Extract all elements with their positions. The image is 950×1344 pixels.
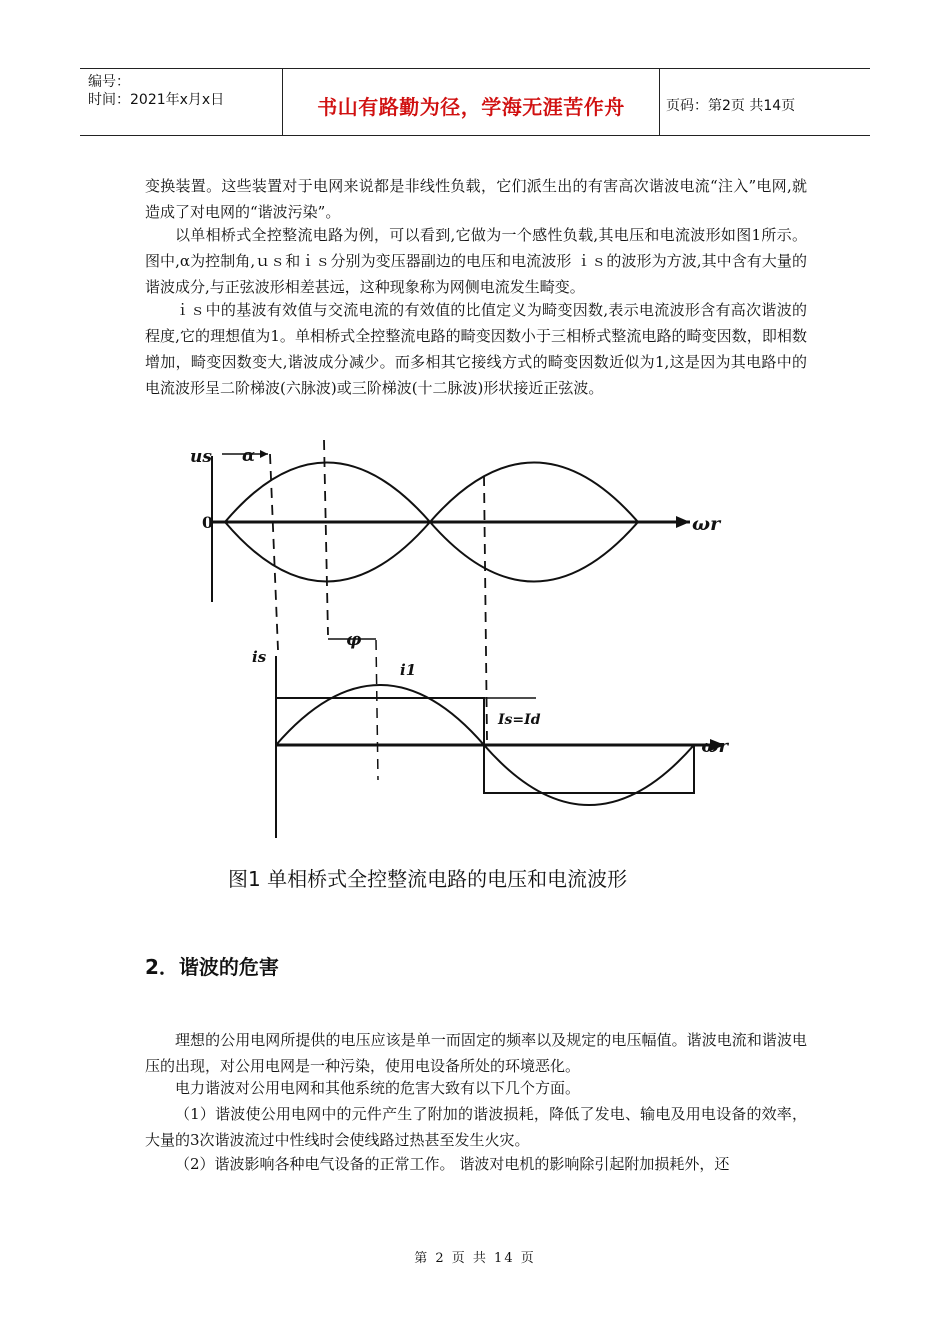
is-equals-id-label: Is=Id [498, 712, 541, 728]
omega-bottom-label: ωr [701, 736, 728, 757]
header-page-label: 页码：第2页 共14页 [666, 98, 796, 114]
alpha-marker-arrow [260, 450, 268, 458]
paragraph-4: 理想的公用电网所提供的电压应该是单一而固定的频率以及规定的电压幅值。谐波电流和谐波电压的出现，对公用电网是一种污染，使用电设备所处的环境恶化。 [145, 1031, 807, 1075]
header-page-cell [660, 69, 870, 135]
origin-label: 0 [202, 513, 214, 532]
paragraph-1: 变换装置。这些装置对于电网来说都是非线性负载，它们派生出的有害高次谐波电流“注入”电网,就造成了对电网的“谐波污染”。 [145, 177, 807, 221]
phase-guide-line [324, 440, 328, 635]
header-motto: 书山有路勤为径，学海无涯苦作舟 [317, 95, 625, 119]
paragraph-7: （2）谐波影响各种电气设备的正常工作。 谐波对电机的影响除引起附加损耗外，还 [175, 1155, 730, 1173]
page-header [80, 68, 870, 136]
paragraph-3: ｉｓ中的基波有效值与交流电流的有效值的比值定义为畸变因数,表示电流波形含有高次谐波的程度,它的理想值为1。单相桥式全控整流电路的畸变因数小于三相桥式整流电路的畸变因数，即相数增加，畸变因数变大,谐波成分减少。而多相其它接线方式的畸变因数近似为1,这是因为其电路中的电流波形呈二阶梯波(六脉波)或三阶梯波(十二脉波)形状接近正弦波。 [145, 301, 807, 397]
alpha-guide-line [270, 454, 278, 650]
is-axis-label: is [252, 648, 267, 666]
current-peak-guide-line [376, 640, 378, 780]
figure-caption: 图1 单相桥式全控整流电路的电压和电流波形 [228, 867, 628, 891]
paragraph-2: 以单相桥式全控整流电路为例，可以看到,它做为一个感性负载,其电压和电流波形如图1所示。图中,α为控制角,ｕｓ和ｉｓ分别为变压器副边的电压和电流波形 ｉｓ的波形为方波,其中含有大量的谐波成分,与正弦波形相差甚远，这种现象称为网侧电流发生畸变。 [145, 226, 807, 296]
alpha-label: α [242, 446, 256, 466]
section-heading: 2．谐波的危害 [145, 955, 279, 979]
doc-number-label: 编号： [88, 74, 130, 90]
paragraph-5: 电力谐波对公用电网和其他系统的危害大致有以下几个方面。 [175, 1079, 581, 1097]
omega-axis-arrow [676, 516, 690, 528]
us-axis-label: us [190, 447, 212, 467]
i1-label: i1 [400, 661, 417, 679]
phi-label: φ [346, 630, 362, 650]
waveform-figure [180, 440, 740, 910]
paragraph-6: （1）谐波使公用电网中的元件产生了附加的谐波损耗，降低了发电、输电及用电设备的效率，大量的3次谐波流过中性线时会使线路过热甚至发生火灾。 [145, 1105, 807, 1149]
page-footer: 第 2 页 共 14 页 [414, 1251, 536, 1266]
doc-time-label: 时间：2021年x月x日 [88, 92, 225, 108]
header-meta-cell [80, 69, 283, 135]
header-motto-cell [283, 69, 660, 135]
omega-top-label: ωr [692, 513, 721, 535]
